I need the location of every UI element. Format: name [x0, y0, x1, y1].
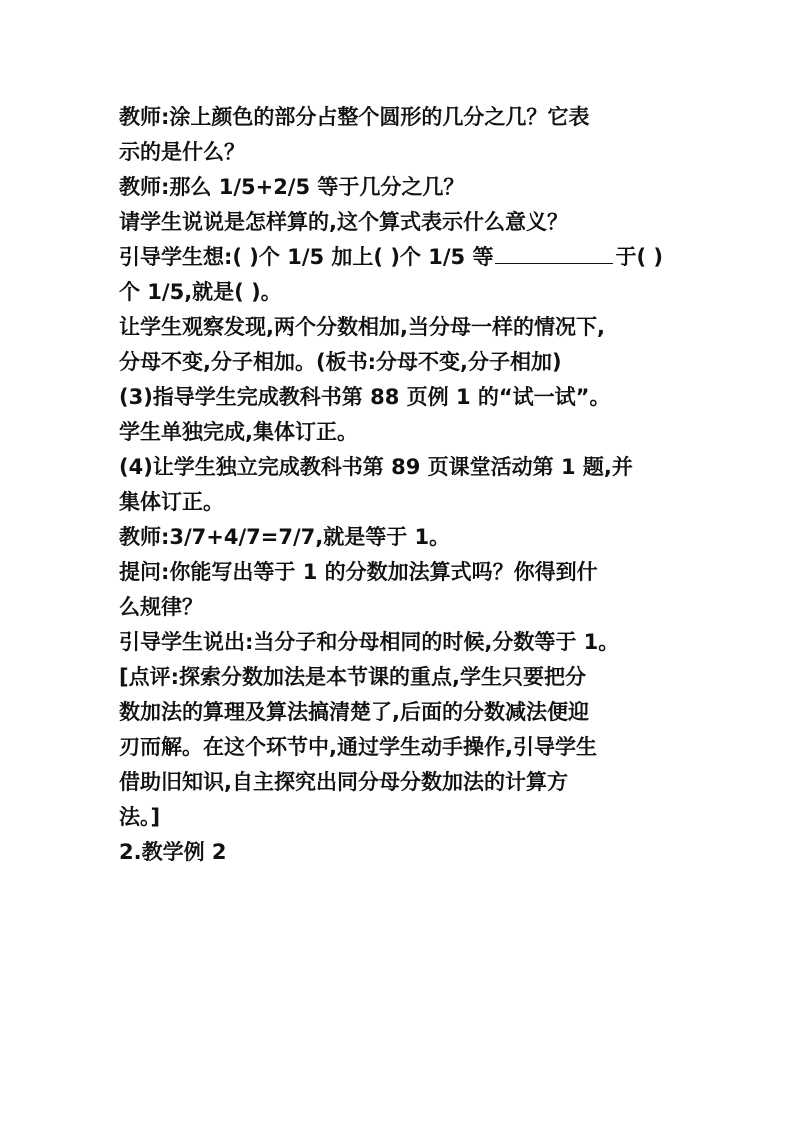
- document-body: [119, 100, 679, 870]
- text-line: 刃而解。在这个环节中,通过学生动手操作,引导学生: [119, 735, 597, 759]
- text-line: 让学生观察发现,两个分数相加,当分母一样的情况下,: [119, 315, 605, 339]
- text-line: 教师:那么 1/5+2/5 等于几分之几？: [119, 175, 465, 199]
- text-line: 分母不变,分子相加。(板书:分母不变,分子相加): [119, 350, 562, 374]
- text-line: (4)让学生独立完成教科书第 89 页课堂活动第 1 题,并: [119, 455, 633, 479]
- section-heading: 2.教学例 2: [119, 840, 227, 864]
- text-line-with-blank: [119, 240, 679, 275]
- text-line: 么规律？: [119, 595, 203, 619]
- text-line: 请学生说说是怎样算的,这个算式表示什么意义？: [119, 210, 568, 234]
- text-line: 示的是什么？: [119, 140, 245, 164]
- text-segment: 于( ): [615, 245, 663, 269]
- text-line: 提问:你能写出等于 1 的分数加法算式吗？你得到什: [119, 560, 598, 584]
- text-line: [点评:探索分数加法是本节课的重点,学生只要把分: [119, 665, 586, 689]
- text-line: 教师:3/7+4/7=7/7,就是等于 1。: [119, 525, 451, 549]
- text-line: 集体订正。: [119, 490, 224, 514]
- text-line: 引导学生说出:当分子和分母相同的时候,分数等于 1。: [119, 630, 620, 654]
- text-line: (3)指导学生完成教科书第 88 页例 1 的“试一试”。: [119, 385, 611, 409]
- text-line: 个 1/5,就是( )。: [119, 280, 282, 304]
- fill-in-blank: [495, 241, 613, 264]
- text-line: 学生单独完成,集体订正。: [119, 420, 358, 444]
- text-segment: 引导学生想:( )个 1/5 加上( )个 1/5 等: [119, 245, 494, 269]
- text-line: 数加法的算理及算法搞清楚了,后面的分数减法便迎: [119, 700, 589, 724]
- text-line: 法。]: [119, 805, 161, 829]
- text-line: 借助旧知识,自主探究出同分母分数加法的计算方: [119, 770, 568, 794]
- text-line: 教师:涂上颜色的部分占整个圆形的几分之几？它表: [119, 105, 590, 129]
